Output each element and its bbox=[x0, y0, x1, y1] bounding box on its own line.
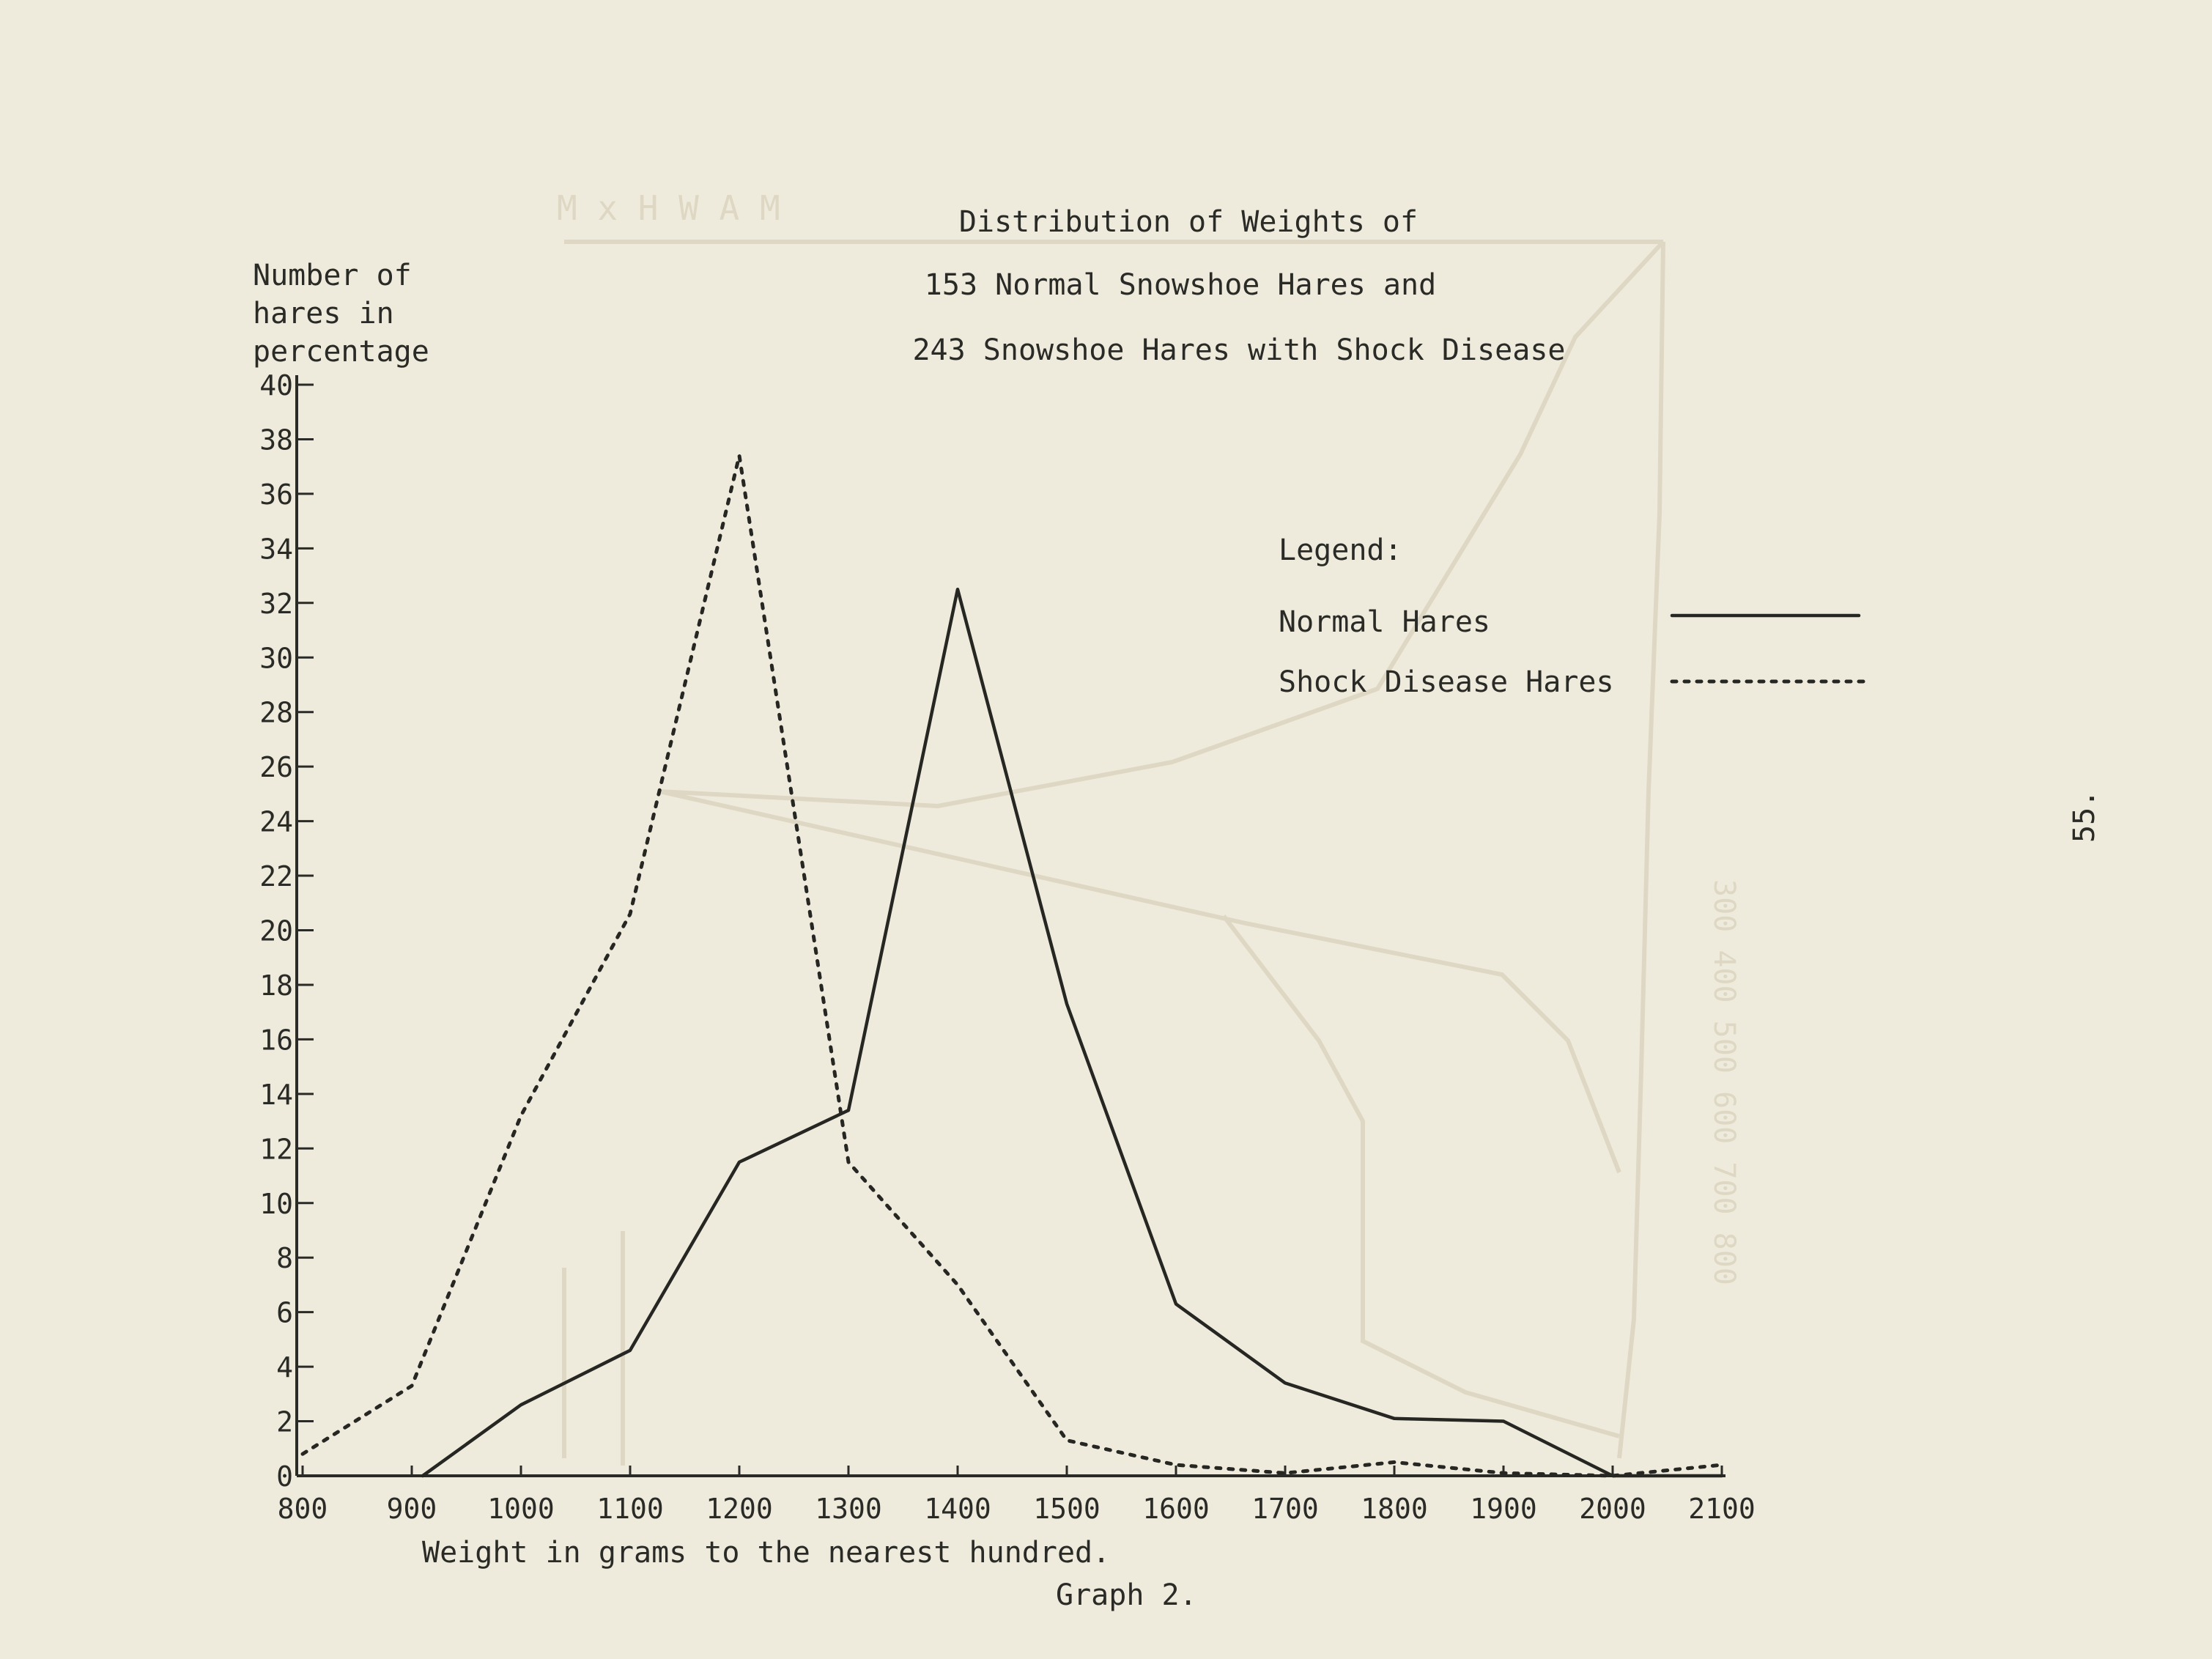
y-tick-label: 4 bbox=[276, 1351, 293, 1384]
y-tick-label: 18 bbox=[259, 969, 293, 1002]
x-axis-label: Weight in grams to the nearest hundred. bbox=[422, 1536, 1111, 1570]
y-tick-label: 34 bbox=[259, 533, 293, 566]
y-tick-label: 24 bbox=[259, 805, 293, 838]
y-tick-label: 32 bbox=[259, 587, 293, 620]
x-tick-label: 1200 bbox=[706, 1493, 773, 1525]
y-tick-label: 0 bbox=[276, 1460, 293, 1493]
y-tick-label: 36 bbox=[259, 478, 293, 511]
y-tick-label: 40 bbox=[259, 369, 293, 402]
y-axis-label-line-2: hares in bbox=[253, 297, 394, 330]
y-tick-label: 12 bbox=[259, 1133, 293, 1166]
legend-label-normal-hares: Normal Hares bbox=[1279, 605, 1490, 639]
y-tick-label: 38 bbox=[259, 424, 293, 457]
y-tick-label: 6 bbox=[276, 1296, 293, 1329]
x-tick-label: 800 bbox=[277, 1493, 328, 1525]
series-points-normal-hares bbox=[423, 589, 1722, 1476]
y-tick-label: 20 bbox=[259, 915, 293, 947]
y-axis-label bbox=[253, 259, 429, 369]
chart-title-line-2: 153 Normal Snowshoe Hares and bbox=[924, 268, 1437, 302]
page-number: 55. bbox=[2068, 789, 2101, 843]
svg-text:M x H W A M: M x H W A M bbox=[557, 188, 780, 228]
y-tick-label: 2 bbox=[276, 1405, 293, 1438]
chart-title-line-3: 243 Snowshoe Hares with Shock Disease bbox=[912, 333, 1566, 367]
legend-label-shock-disease-hares: Shock Disease Hares bbox=[1279, 665, 1614, 699]
y-axis-label-line-3: percentage bbox=[253, 335, 429, 369]
x-tick-label: 1300 bbox=[815, 1493, 882, 1525]
x-tick-label: 2100 bbox=[1688, 1493, 1756, 1525]
y-tick-label: 8 bbox=[276, 1242, 293, 1275]
y-axis-label-line-1: Number of bbox=[253, 259, 412, 292]
series-points-shock-disease-hares bbox=[303, 456, 1722, 1476]
y-axis-ticks bbox=[259, 369, 314, 1493]
y-tick-label: 16 bbox=[259, 1024, 293, 1057]
series-line-shock-disease-hares bbox=[303, 456, 1722, 1476]
x-tick-label: 1700 bbox=[1251, 1493, 1319, 1525]
y-tick-label: 10 bbox=[259, 1187, 293, 1220]
y-tick-label: 22 bbox=[259, 860, 293, 893]
y-tick-label: 14 bbox=[259, 1078, 293, 1111]
x-tick-label: 1800 bbox=[1361, 1493, 1428, 1525]
chart-title-line-1: Distribution of Weights of bbox=[958, 205, 1418, 239]
chart-title bbox=[912, 205, 1565, 367]
svg-text:300 400 500 600 700 800: 300 400 500 600 700 800 bbox=[1707, 879, 1741, 1285]
x-tick-label: 1500 bbox=[1033, 1493, 1101, 1525]
legend bbox=[1279, 533, 1865, 699]
x-tick-label: 1400 bbox=[924, 1493, 991, 1525]
x-tick-label: 2000 bbox=[1579, 1493, 1646, 1525]
y-tick-label: 28 bbox=[259, 696, 293, 729]
x-tick-label: 1900 bbox=[1470, 1493, 1537, 1525]
x-tick-label: 1100 bbox=[596, 1493, 664, 1525]
series-line-normal-hares bbox=[423, 589, 1722, 1476]
x-tick-label: 1600 bbox=[1142, 1493, 1210, 1525]
x-tick-label: 1000 bbox=[487, 1493, 555, 1525]
reverse-side-bleed bbox=[557, 188, 1741, 1466]
y-tick-label: 26 bbox=[259, 751, 293, 784]
y-tick-label: 30 bbox=[259, 642, 293, 675]
x-tick-label: 900 bbox=[386, 1493, 437, 1525]
graph-caption: Graph 2. bbox=[1056, 1578, 1197, 1612]
legend-title: Legend: bbox=[1279, 533, 1402, 567]
